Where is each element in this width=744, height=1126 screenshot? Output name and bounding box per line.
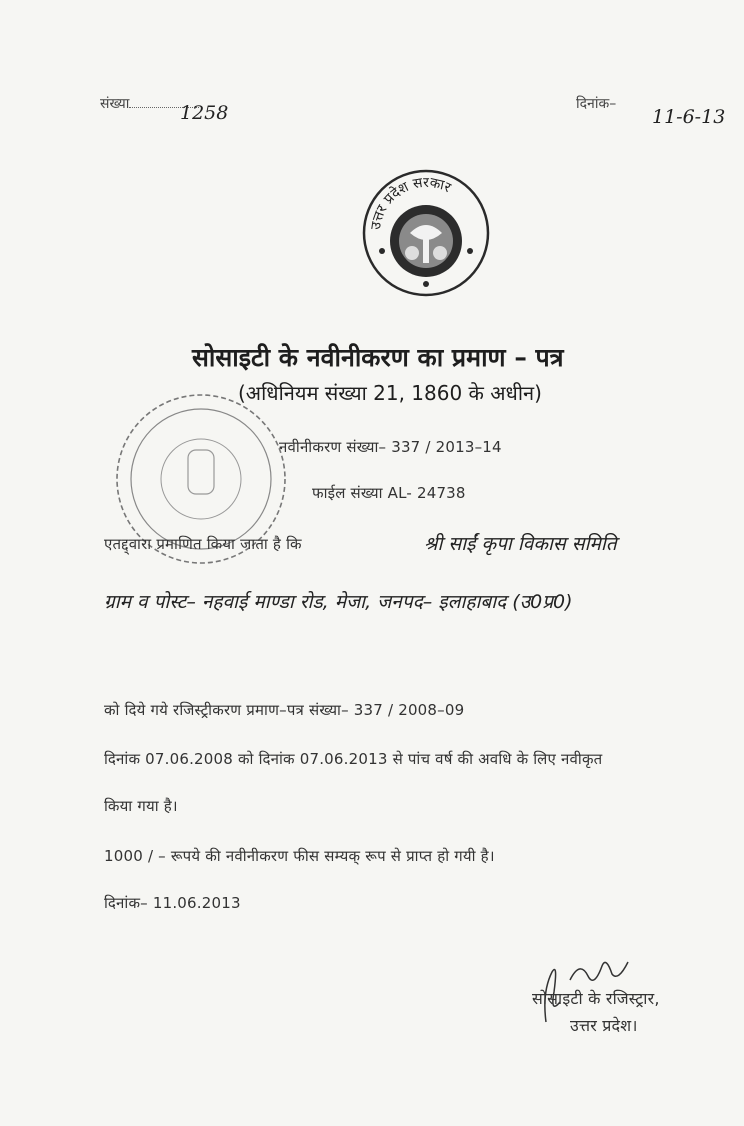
fee-received-line: 1000 / – रूपये की नवीनीकरण फीस सम्यक् रूप से प्राप्त हो गयी है।	[104, 847, 495, 865]
up-government-emblem-icon	[350, 155, 500, 305]
emblem-ring-text: उत्तर प्रदेश सरकार	[368, 174, 454, 231]
signatory-state: उत्तर प्रदेश।	[570, 1016, 638, 1035]
renewal-done-line: किया गया है।	[104, 797, 178, 815]
date-label: दिनांक–	[576, 96, 617, 112]
number-value: 1258	[180, 102, 229, 124]
signatory-title: सोसाइटी के रजिस्ट्रार,	[532, 989, 660, 1008]
file-number: फाईल संख्या AL- 24738	[312, 484, 466, 502]
renewal-number: नवीनीकरण संख्या– 337 / 2013–14	[279, 438, 502, 456]
society-name: श्री साईं कृपा विकास समिति	[424, 533, 617, 555]
date-value: 11-6-13	[652, 106, 726, 128]
issue-date: दिनांक– 11.06.2013	[104, 894, 241, 912]
certify-prefix: एतद्द्वारा प्रमाणित किया जाता है कि	[104, 535, 302, 553]
number-label: संख्या	[100, 94, 199, 113]
certificate-subtitle: (अधिनियम संख्या 21, 1860 के अधीन)	[238, 381, 542, 405]
society-address: ग्राम व पोस्ट– नहवाई माण्डा रोड, मेजा, जनपद– इलाहाबाद (उ0प्र0)	[104, 591, 573, 613]
certificate-title: सोसाइटी के नवीनीकरण का प्रमाण – पत्र	[192, 343, 564, 372]
renewal-period-line: दिनांक 07.06.2008 को दिनांक 07.06.2013 से पांच वर्ष की अवधि के लिए नवीकृत	[104, 750, 603, 768]
registration-certificate-line: को दिये गये रजिस्ट्रीकरण प्रमाण–पत्र संख्या– 337 / 2008–09	[104, 701, 465, 719]
